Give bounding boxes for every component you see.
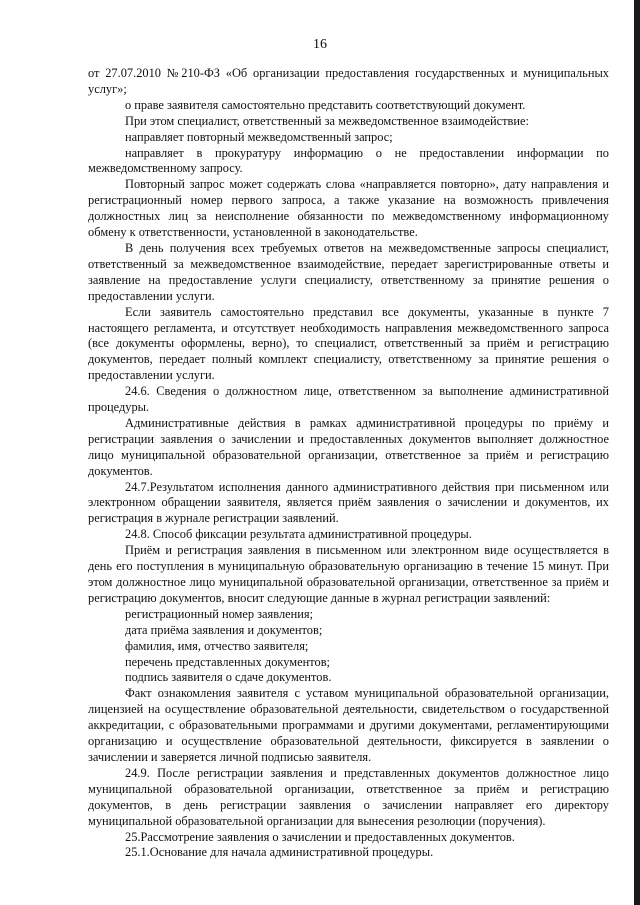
paragraph: В день получения всех требуемых ответов на межведомственные запросы специалист, ответственный за межведомственное взаимодействие, передает зарегистрированные ответы и заявление на предоставление услуги специалисту, ответственному за принятие решения о предоставлении услуги. <box>88 240 609 303</box>
paragraph: Повторный запрос может содержать слова «направляется повторно», дату направления и регистрационный номер первого запроса, а также указание на возможность привлечения должностных лиц за неисполнение обязанности по межведомственному информационному обмену к ответственности, установленной в законодательстве. <box>88 177 609 240</box>
paragraph: При этом специалист, ответственный за межведомственное взаимодействие: <box>125 113 529 128</box>
paragraph: Если заявитель самостоятельно представил все документы, указанные в пункте 7 настоящего регламента, и отсутствует необходимость направления межведомственного запроса (все документы оформлены, верно), то специалист, ответственный за приём и регистрацию документов, передает полный комплект специалисту, ответственному за принятие решения о предоставлении услуги. <box>88 304 609 383</box>
paragraph: подпись заявителя о сдаче документов. <box>125 670 332 685</box>
paragraph: 25.1.Основание для начала административной процедуры. <box>125 845 434 860</box>
paragraph: 24.8. Способ фиксации результата административной процедуры. <box>125 527 472 542</box>
paragraph: Факт ознакомления заявителя с уставом муниципальной образовательной организации, лицензией на осуществление образовательной деятельности, свидетельством о государственной аккредитации, с образовательными программами и другими документами, регламентирующими организацию и осуществление образовательной деятельности, фиксируется в заявлении о зачислении и заверяется личной подписью заявителя. <box>88 686 609 764</box>
paragraph: Приём и регистрация заявления в письменном или электронном виде осуществляется в день его поступления в муниципальную образовательную организацию в течение 15 минут. При этом должностное лицо муниципальной образовательной организации, ответственное за приём и регистрацию документов, вносит следующие данные в журнал регистрации заявлений: <box>88 543 609 605</box>
paragraph: от 27.07.2010 №210-ФЗ «Об организации предоставления государственных и муниципальных услуг»; <box>88 66 609 96</box>
paragraph: дата приёма заявления и документов; <box>125 622 323 637</box>
paragraph: 24.7.Результатом исполнения данного административного действия при письменном или электронном обращении заявителя, является приём заявления о зачислении и документов, их регистрация в журнале регистрации заявлений. <box>88 479 609 526</box>
paragraph: Административные действия в рамках административной процедуры по приёму и регистрации заявления о зачислении и предоставленных документов выполняет должностное лицо муниципальной образовательной организации, ответственное за приём и регистрацию документов. <box>88 415 609 478</box>
paragraph: направляет в прокуратуру информацию о не предоставлении информации по межведомственному запросу. <box>88 145 609 176</box>
page-edge <box>634 0 640 905</box>
paragraph: о праве заявителя самостоятельно представить соответствующий документ. <box>125 97 526 112</box>
paragraph: 24.9. После регистрации заявления и представленных документов должностное лицо муниципальной образовательной организации, ответственное за приём и регистрацию документов, в день регистрации заявления о зачислении направляет его директору муниципальной образовательной организации для вынесения резолюции (поручения). <box>88 765 609 828</box>
paragraph: фамилия, имя, отчество заявителя; <box>125 638 309 653</box>
paragraph: 24.6. Сведения о должностном лице, ответственном за выполнение административной процедуры. <box>88 384 609 415</box>
document-body <box>88 66 609 861</box>
paragraph: направляет повторный межведомственный запрос; <box>125 129 393 144</box>
paragraph: регистрационный номер заявления; <box>125 606 314 621</box>
page-number: 16 <box>313 37 327 52</box>
paragraph: 25.Рассмотрение заявления о зачислении и предоставленных документов. <box>125 829 515 844</box>
paragraph: перечень представленных документов; <box>125 654 330 669</box>
